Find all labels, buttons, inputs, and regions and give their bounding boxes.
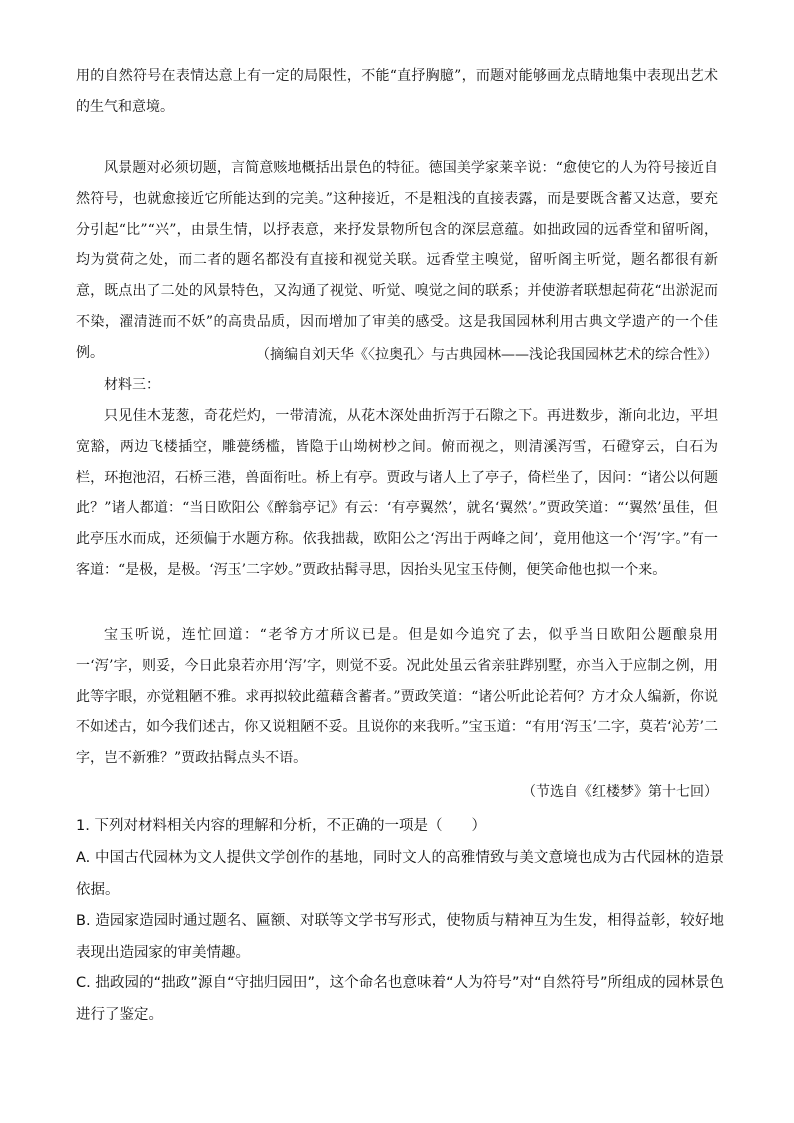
material3-label: 材料三： (104, 377, 160, 393)
material2-continuation: 用的自然符号在表情达意上有一定的局限性，不能“直抒胸臆”，而题对能够画龙点睛地集中表现出艺术的生气和意境。 (76, 68, 718, 115)
material2-scenery-paragraph: 风景题对必须切题，言简意赅地概括出景色的特征。德国美学家莱辛说：“愈使它的人为符号接近自然符号，也就愈接近它所能达到的完美。”这种接近，不是粗浅的直接表露，而是要既含蓄又达意，要充分引起“比”“兴”，由景生情，以抒表意，来抒发景物所包含的深层意蕴。如拙政园的远香堂和留听阁，均为赏荷之处，而二者的题名都没有直接和视觉关联。远香堂主嗅觉，留听阁主听觉，题名都很有新意，既点出了二处的风景特色，又沟通了视觉、听觉、嗅觉之间的联系；并使游者联想起荷花“出淤泥而不染，濯清涟而不妖”的高贵品质，因而增加了审美的感受。这是我国园林利用古典文学遗产的一个佳例。 (76, 160, 718, 361)
material3-paragraph-2: 宝玉听说，连忙回道：“老爷方才所议已是。但是如今追究了去，似乎当日欧阳公题酿泉用一‘泻’字，则妥，今日此泉若亦用‘泻’字，则觉不妥。况此处虽云省亲驻跸别墅，亦当入于应制之例，用此等字眼，亦觉粗陋不雅。求再拟较此蕴藉含蓄者。”贾政笑道：“诸公听此论若何？方才众人编新，你说不如述古，如今我们述古，你又说粗陋不妥。且说你的来我听。”宝玉道：“有用‘泻玉’二字，莫若‘沁芳’二字，岂不新雅？”贾政拈髯点头不语。 (76, 627, 718, 767)
question-1-option-b: B. 造园家造园时通过题名、匾额、对联等文学书写形式，使物质与精神互为生发，相得益彰，较好地表现出造园家的审美情趣。 (76, 913, 724, 961)
material3-source: （节选自《红楼梦》第十七回） (522, 784, 718, 800)
question-1-option-c: C. 拙政园的“拙政”源自“守拙归园田”，这个命名也意味着“人为符号”对“自然符号”所组成的园林景色进行了鉴定。 (76, 975, 724, 1023)
question-1-option-a: A. 中国古代园林为文人提供文学创作的基地，同时文人的高雅情致与美文意境也成为古代园林的造景依据。 (76, 850, 724, 898)
material3-paragraph-1: 只见佳木茏葱，奇花烂灼，一带清流，从花木深处曲折泻于石隙之下。再进数步，渐向北边，平坦宽豁，两边飞楼插空，雕甍绣槛，皆隐于山坳树杪之间。俯而视之，则清溪泻雪，石磴穿云，白石为栏，环抱池沼，石桥三港，兽面衔吐。桥上有亭。贾政与诸人上了亭子，倚栏坐了，因问：“诸公以何题此？”诸人都道：“当日欧阳公《醉翁亭记》有云：‘有亭翼然’，就名‘翼然’。”贾政笑道：“‘翼然’虽佳，但此亭压水而成，还须偏于水题方称。依我拙裁，欧阳公之‘泻出于两峰之间’，竟用他这一个‘泻’字。”有一客道：“是极，是极。‘泻玉’二字妙。”贾政拈髯寻思，因抬头见宝玉侍侧，便笑命他也拟一个来。 (76, 408, 718, 578)
material2-source: （摘编自刘天华《〈拉奥孔〉与古典园林——浅论我国园林艺术的综合性》） (256, 347, 718, 363)
question-1-stem: 1. 下列对材料相关内容的理解和分析，不正确的一项是（ ） (76, 818, 486, 834)
